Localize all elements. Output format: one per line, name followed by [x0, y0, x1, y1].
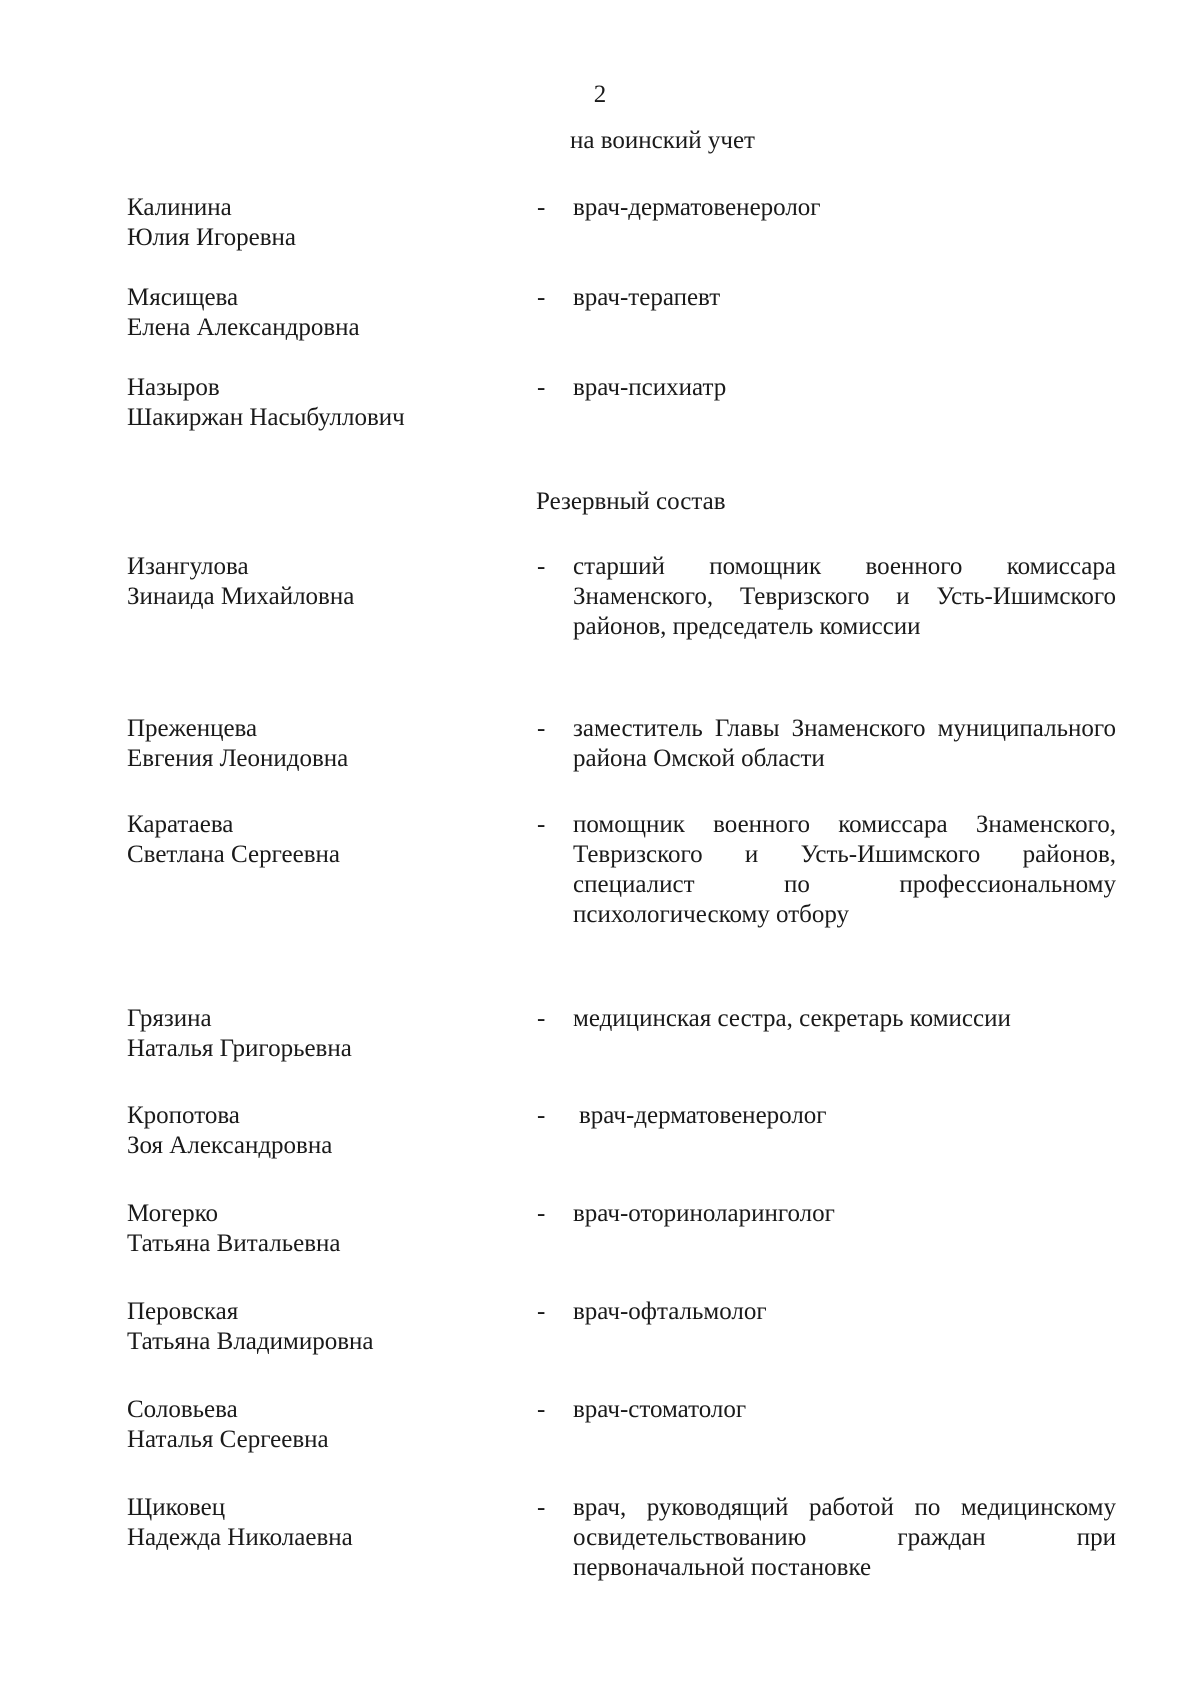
- member-given-names: Евгения Леонидовна: [127, 745, 349, 772]
- member-given-names: Зоя Александровна: [127, 1132, 333, 1159]
- member-given-names: Надежда Николаевна: [127, 1524, 353, 1551]
- member-given-names: Татьяна Витальевна: [127, 1230, 341, 1257]
- member-surname: Перовская: [127, 1298, 239, 1325]
- member-surname: Назыров: [127, 374, 220, 401]
- member-role: медицинская сестра, секретарь комиссии: [573, 1005, 1011, 1032]
- member-surname: Могерко: [127, 1200, 219, 1227]
- member-role: врач-оториноларинголог: [573, 1200, 835, 1227]
- member-role: врач-стоматолог: [573, 1396, 747, 1423]
- member-role: врач-дерматовенеролог: [579, 1102, 827, 1129]
- member-role: старший помощник военного комиссара Знаменского, Тевризского и Усть-Ишимского районов, председатель комиссии: [573, 553, 1116, 640]
- member-name: [127, 552, 527, 612]
- member-given-names: Зинаида Михайловна: [127, 583, 355, 610]
- list-dash: -: [537, 194, 546, 221]
- member-given-names: Шакиржан Насыбуллович: [127, 404, 405, 431]
- member-surname: Изангулова: [127, 553, 249, 580]
- member-role: помощник военного комиссара Знаменского, Тевризского и Усть-Ишимского районов, специалист по профессиональному психологическому отбору: [573, 811, 1116, 928]
- member-given-names: Светлана Сергеевна: [127, 841, 341, 868]
- list-dash: -: [537, 811, 546, 838]
- list-dash: -: [537, 1102, 546, 1129]
- member-name: [127, 373, 527, 433]
- member-name: [127, 1101, 527, 1161]
- list-dash: -: [537, 1298, 546, 1325]
- member-name: [127, 193, 527, 253]
- list-dash: -: [537, 284, 546, 311]
- member-role: врач-дерматовенеролог: [573, 194, 821, 221]
- member-name: [127, 810, 527, 870]
- member-name: [127, 1004, 527, 1064]
- member-role: врач, руководящий работой по медицинскому освидетельствованию граждан при первоначальной постановке: [573, 1494, 1116, 1581]
- list-dash: -: [537, 715, 546, 742]
- member-surname: Калинина: [127, 194, 232, 221]
- member-given-names: Наталья Сергеевна: [127, 1426, 329, 1453]
- list-dash: -: [537, 1396, 546, 1423]
- member-surname: Кропотова: [127, 1102, 240, 1129]
- list-dash: -: [537, 1200, 546, 1227]
- member-given-names: Юлия Игоревна: [127, 224, 297, 251]
- member-surname: Грязина: [127, 1005, 212, 1032]
- member-name: [127, 1395, 527, 1455]
- member-surname: Мясищева: [127, 284, 239, 311]
- member-role: заместитель Главы Знаменского муниципального района Омской области: [573, 715, 1116, 772]
- member-surname: Преженцева: [127, 715, 258, 742]
- member-name: [127, 1493, 527, 1553]
- list-dash: -: [537, 1005, 546, 1032]
- member-name: [127, 283, 527, 343]
- list-dash: -: [537, 553, 546, 580]
- member-name: [127, 1297, 527, 1357]
- section-heading: Резервный состав: [536, 488, 726, 515]
- member-role: врач-терапевт: [573, 284, 721, 311]
- member-given-names: Елена Александровна: [127, 314, 360, 341]
- member-surname: Каратаева: [127, 811, 234, 838]
- member-surname: Щиковец: [127, 1494, 226, 1521]
- member-name: [127, 714, 527, 774]
- member-role: врач-психиатр: [573, 374, 727, 401]
- member-name: [127, 1199, 527, 1259]
- continued-text: на воинский учет: [570, 127, 755, 154]
- page-number: 2: [593, 81, 607, 108]
- list-dash: -: [537, 374, 546, 401]
- member-role: врач-офтальмолог: [573, 1298, 767, 1325]
- member-given-names: Татьяна Владимировна: [127, 1328, 374, 1355]
- member-surname: Соловьева: [127, 1396, 238, 1423]
- list-dash: -: [537, 1494, 546, 1521]
- member-given-names: Наталья Григорьевна: [127, 1035, 352, 1062]
